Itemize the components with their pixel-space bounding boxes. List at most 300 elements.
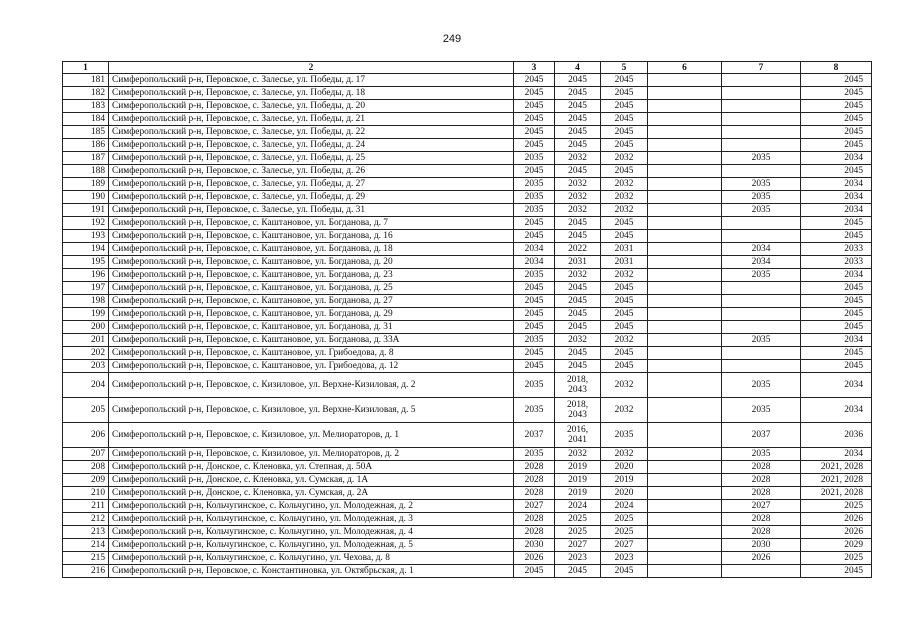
column-header: 2 <box>109 62 514 74</box>
column-header: 1 <box>63 62 109 74</box>
col7-cell: 2028 <box>722 513 801 526</box>
col3-cell: 2035 <box>514 398 555 423</box>
address-cell: Симферопольский р-н, Перовское, с. Каштановое, ул. Богданова, д. 33А <box>109 334 514 347</box>
col8-cell: 2036 <box>801 423 872 448</box>
col7-cell <box>722 113 801 126</box>
table-row <box>63 474 872 487</box>
row-number-cell: 201 <box>63 334 109 347</box>
col6-cell <box>648 152 722 165</box>
row-number-cell: 184 <box>63 113 109 126</box>
col6-cell <box>648 178 722 191</box>
col3-cell: 2045 <box>514 217 555 230</box>
col4-cell: 2018, 2043 <box>555 373 601 398</box>
col7-cell <box>722 87 801 100</box>
row-number-cell: 209 <box>63 474 109 487</box>
col4-cell: 2045 <box>555 74 601 87</box>
col8-cell: 2045 <box>801 565 872 578</box>
col7-cell: 2035 <box>722 334 801 347</box>
col4-cell: 2018, 2043 <box>555 398 601 423</box>
address-cell: Симферопольский р-н, Донское, с. Кленовка, ул. Степная, д. 50А <box>109 461 514 474</box>
col3-cell: 2035 <box>514 334 555 347</box>
row-number-cell: 206 <box>63 423 109 448</box>
col6-cell <box>648 269 722 282</box>
column-header: 8 <box>801 62 872 74</box>
col7-cell: 2035 <box>722 191 801 204</box>
col7-cell: 2035 <box>722 398 801 423</box>
row-number-cell: 194 <box>63 243 109 256</box>
table-row <box>63 269 872 282</box>
col6-cell <box>648 347 722 360</box>
col3-cell: 2028 <box>514 487 555 500</box>
table-row <box>63 398 872 423</box>
col4-cell: 2045 <box>555 165 601 178</box>
table-row <box>63 191 872 204</box>
col4-cell: 2045 <box>555 126 601 139</box>
table-row <box>63 423 872 448</box>
row-number-cell: 212 <box>63 513 109 526</box>
col3-cell: 2028 <box>514 513 555 526</box>
col7-cell: 2030 <box>722 539 801 552</box>
col7-cell: 2035 <box>722 178 801 191</box>
col6-cell <box>648 126 722 139</box>
address-cell: Симферопольский р-н, Перовское, с. Залесье, ул. Победы, д. 21 <box>109 113 514 126</box>
col7-cell <box>722 74 801 87</box>
col6-cell <box>648 87 722 100</box>
col8-cell: 2045 <box>801 126 872 139</box>
col6-cell <box>648 230 722 243</box>
address-cell: Симферопольский р-н, Перовское, с. Залесье, ул. Победы, д. 31 <box>109 204 514 217</box>
col4-cell: 2032 <box>555 448 601 461</box>
col5-cell: 2045 <box>601 321 648 334</box>
col5-cell: 2045 <box>601 360 648 373</box>
col3-cell: 2045 <box>514 347 555 360</box>
table-row <box>63 256 872 269</box>
col8-cell: 2026 <box>801 513 872 526</box>
col5-cell: 2045 <box>601 74 648 87</box>
col7-cell <box>722 126 801 139</box>
col3-cell: 2045 <box>514 565 555 578</box>
col5-cell: 2045 <box>601 308 648 321</box>
table-row <box>63 113 872 126</box>
col7-cell <box>722 295 801 308</box>
col7-cell: 2035 <box>722 204 801 217</box>
col5-cell: 2045 <box>601 565 648 578</box>
address-cell: Симферопольский р-н, Перовское, с. Залесье, ул. Победы, д. 24 <box>109 139 514 152</box>
col4-cell: 2045 <box>555 295 601 308</box>
col4-cell: 2045 <box>555 308 601 321</box>
col6-cell <box>648 139 722 152</box>
address-cell: Симферопольский р-н, Донское, с. Кленовка, ул. Сумская, д. 1А <box>109 474 514 487</box>
col4-cell: 2032 <box>555 191 601 204</box>
address-cell: Симферопольский р-н, Перовское, с. Кизиловое, ул. Мелиораторов, д. 1 <box>109 423 514 448</box>
row-number-cell: 187 <box>63 152 109 165</box>
col3-cell: 2045 <box>514 360 555 373</box>
table-row <box>63 217 872 230</box>
col6-cell <box>648 526 722 539</box>
col4-cell: 2022 <box>555 243 601 256</box>
col4-cell: 2031 <box>555 256 601 269</box>
col5-cell: 2032 <box>601 152 648 165</box>
table-row <box>63 308 872 321</box>
col5-cell: 2045 <box>601 295 648 308</box>
address-cell: Симферопольский р-н, Кольчугинское, с. Кольчугино, ул. Молодежная, д. 3 <box>109 513 514 526</box>
col5-cell: 2045 <box>601 230 648 243</box>
col8-cell: 2034 <box>801 398 872 423</box>
col3-cell: 2035 <box>514 191 555 204</box>
row-number-cell: 188 <box>63 165 109 178</box>
col6-cell <box>648 113 722 126</box>
col7-cell: 2028 <box>722 487 801 500</box>
col6-cell <box>648 191 722 204</box>
table-row <box>63 126 872 139</box>
row-number-cell: 215 <box>63 552 109 565</box>
table-row <box>63 487 872 500</box>
table-row <box>63 321 872 334</box>
row-number-cell: 199 <box>63 308 109 321</box>
col4-cell: 2045 <box>555 139 601 152</box>
col5-cell: 2031 <box>601 256 648 269</box>
col4-cell: 2032 <box>555 269 601 282</box>
address-cell: Симферопольский р-н, Перовское, с. Залесье, ул. Победы, д. 29 <box>109 191 514 204</box>
col6-cell <box>648 565 722 578</box>
col4-cell: 2025 <box>555 526 601 539</box>
col4-cell: 2032 <box>555 152 601 165</box>
col8-cell: 2034 <box>801 373 872 398</box>
table-row <box>63 347 872 360</box>
row-number-cell: 196 <box>63 269 109 282</box>
table-row <box>63 204 872 217</box>
col7-cell: 2035 <box>722 373 801 398</box>
table-row <box>63 282 872 295</box>
col8-cell: 2045 <box>801 139 872 152</box>
col8-cell: 2045 <box>801 100 872 113</box>
col4-cell: 2045 <box>555 360 601 373</box>
col8-cell: 2034 <box>801 152 872 165</box>
col4-cell: 2045 <box>555 347 601 360</box>
col5-cell: 2045 <box>601 282 648 295</box>
col6-cell <box>648 461 722 474</box>
col5-cell: 2019 <box>601 474 648 487</box>
address-cell: Симферопольский р-н, Перовское, с. Каштановое, ул. Богданова, д. 7 <box>109 217 514 230</box>
col3-cell: 2045 <box>514 230 555 243</box>
col5-cell: 2025 <box>601 513 648 526</box>
col3-cell: 2045 <box>514 113 555 126</box>
col8-cell: 2021, 2028 <box>801 487 872 500</box>
col6-cell <box>648 217 722 230</box>
col7-cell: 2028 <box>722 526 801 539</box>
col5-cell: 2023 <box>601 552 648 565</box>
row-number-cell: 190 <box>63 191 109 204</box>
col4-cell: 2024 <box>555 500 601 513</box>
address-cell: Симферопольский р-н, Перовское, с. Залесье, ул. Победы, д. 26 <box>109 165 514 178</box>
col7-cell: 2026 <box>722 552 801 565</box>
col7-cell <box>722 217 801 230</box>
col6-cell <box>648 487 722 500</box>
row-number-cell: 195 <box>63 256 109 269</box>
address-cell: Симферопольский р-н, Кольчугинское, с. Кольчугино, ул. Молодежная, д. 4 <box>109 526 514 539</box>
row-number-cell: 207 <box>63 448 109 461</box>
col7-cell: 2035 <box>722 152 801 165</box>
address-cell: Симферопольский р-н, Перовское, с. Константиновка, ул. Октябрьская, д. 1 <box>109 565 514 578</box>
table-body <box>63 74 872 578</box>
col3-cell: 2034 <box>514 243 555 256</box>
table-row <box>63 373 872 398</box>
table-row <box>63 500 872 513</box>
col3-cell: 2045 <box>514 165 555 178</box>
col4-cell: 2045 <box>555 282 601 295</box>
table-row <box>63 526 872 539</box>
col3-cell: 2045 <box>514 295 555 308</box>
col5-cell: 2031 <box>601 243 648 256</box>
col6-cell <box>648 513 722 526</box>
col4-cell: 2032 <box>555 178 601 191</box>
col6-cell <box>648 474 722 487</box>
row-number-cell: 192 <box>63 217 109 230</box>
column-header: 5 <box>601 62 648 74</box>
col5-cell: 2025 <box>601 526 648 539</box>
col5-cell: 2045 <box>601 217 648 230</box>
table-row <box>63 178 872 191</box>
col3-cell: 2045 <box>514 74 555 87</box>
table-row <box>63 360 872 373</box>
address-cell: Симферопольский р-н, Перовское, с. Залесье, ул. Победы, д. 20 <box>109 100 514 113</box>
col8-cell: 2033 <box>801 256 872 269</box>
col6-cell <box>648 423 722 448</box>
col7-cell <box>722 565 801 578</box>
col6-cell <box>648 448 722 461</box>
col8-cell: 2034 <box>801 334 872 347</box>
col6-cell <box>648 74 722 87</box>
table-row <box>63 152 872 165</box>
col3-cell: 2045 <box>514 308 555 321</box>
col3-cell: 2035 <box>514 178 555 191</box>
address-cell: Симферопольский р-н, Перовское, с. Каштановое, ул. Богданова, д. 31 <box>109 321 514 334</box>
row-number-cell: 214 <box>63 539 109 552</box>
address-cell: Симферопольский р-н, Донское, с. Кленовка, ул. Сумская, д. 2А <box>109 487 514 500</box>
col8-cell: 2045 <box>801 230 872 243</box>
page-number: 249 <box>442 33 462 45</box>
col8-cell: 2045 <box>801 295 872 308</box>
col6-cell <box>648 295 722 308</box>
address-cell: Симферопольский р-н, Перовское, с. Залесье, ул. Победы, д. 25 <box>109 152 514 165</box>
col5-cell: 2020 <box>601 487 648 500</box>
col5-cell: 2032 <box>601 334 648 347</box>
col4-cell: 2019 <box>555 487 601 500</box>
address-cell: Симферопольский р-н, Перовское, с. Каштановое, ул. Богданова, д. 27 <box>109 295 514 308</box>
column-header: 3 <box>514 62 555 74</box>
col6-cell <box>648 308 722 321</box>
col5-cell: 2045 <box>601 113 648 126</box>
address-cell: Симферопольский р-н, Кольчугинское, с. Кольчугино, ул. Молодежная, д. 2 <box>109 500 514 513</box>
col5-cell: 2032 <box>601 448 648 461</box>
table-row <box>63 295 872 308</box>
col5-cell: 2045 <box>601 126 648 139</box>
row-number-cell: 186 <box>63 139 109 152</box>
row-number-cell: 198 <box>63 295 109 308</box>
table-row <box>63 100 872 113</box>
column-header: 6 <box>648 62 722 74</box>
col5-cell: 2032 <box>601 373 648 398</box>
col4-cell: 2045 <box>555 321 601 334</box>
table-row <box>63 230 872 243</box>
col3-cell: 2045 <box>514 126 555 139</box>
col8-cell: 2045 <box>801 87 872 100</box>
col4-cell: 2023 <box>555 552 601 565</box>
table-row <box>63 513 872 526</box>
col6-cell <box>648 100 722 113</box>
col4-cell: 2045 <box>555 100 601 113</box>
col7-cell <box>722 282 801 295</box>
address-cell: Симферопольский р-н, Перовское, с. Кизиловое, ул. Верхне-Кизиловая, д. 2 <box>109 373 514 398</box>
col5-cell: 2024 <box>601 500 648 513</box>
col5-cell: 2035 <box>601 423 648 448</box>
col6-cell <box>648 204 722 217</box>
table-row <box>63 87 872 100</box>
col3-cell: 2035 <box>514 204 555 217</box>
col3-cell: 2045 <box>514 321 555 334</box>
col4-cell: 2045 <box>555 87 601 100</box>
col7-cell <box>722 321 801 334</box>
col7-cell <box>722 139 801 152</box>
col5-cell: 2020 <box>601 461 648 474</box>
col3-cell: 2027 <box>514 500 555 513</box>
row-number-cell: 204 <box>63 373 109 398</box>
col5-cell: 2032 <box>601 269 648 282</box>
table-row <box>63 552 872 565</box>
col4-cell: 2027 <box>555 539 601 552</box>
col4-cell: 2025 <box>555 513 601 526</box>
col3-cell: 2028 <box>514 461 555 474</box>
col5-cell: 2032 <box>601 398 648 423</box>
table-row <box>63 539 872 552</box>
address-cell: Симферопольский р-н, Перовское, с. Залесье, ул. Победы, д. 27 <box>109 178 514 191</box>
col5-cell: 2032 <box>601 191 648 204</box>
address-cell: Симферопольский р-н, Перовское, с. Каштановое, ул. Богданова, д. 29 <box>109 308 514 321</box>
col3-cell: 2034 <box>514 256 555 269</box>
col8-cell: 2025 <box>801 552 872 565</box>
col6-cell <box>648 373 722 398</box>
col3-cell: 2045 <box>514 139 555 152</box>
row-number-cell: 182 <box>63 87 109 100</box>
col6-cell <box>648 165 722 178</box>
col3-cell: 2035 <box>514 373 555 398</box>
col8-cell: 2026 <box>801 526 872 539</box>
col8-cell: 2045 <box>801 360 872 373</box>
col8-cell: 2029 <box>801 539 872 552</box>
col5-cell: 2027 <box>601 539 648 552</box>
address-cell: Симферопольский р-н, Перовское, с. Каштановое, ул. Богданова, д. 20 <box>109 256 514 269</box>
col8-cell: 2034 <box>801 191 872 204</box>
row-number-cell: 191 <box>63 204 109 217</box>
address-cell: Симферопольский р-н, Перовское, с. Каштановое, ул. Богданова, д. 25 <box>109 282 514 295</box>
col5-cell: 2045 <box>601 165 648 178</box>
row-number-cell: 216 <box>63 565 109 578</box>
address-cell: Симферопольский р-н, Перовское, с. Каштановое, ул. Богданова, д. 16 <box>109 230 514 243</box>
col8-cell: 2033 <box>801 243 872 256</box>
col7-cell: 2027 <box>722 500 801 513</box>
col3-cell: 2045 <box>514 87 555 100</box>
col8-cell: 2045 <box>801 282 872 295</box>
row-number-cell: 208 <box>63 461 109 474</box>
col6-cell <box>648 360 722 373</box>
address-cell: Симферопольский р-н, Перовское, с. Каштановое, ул. Грибоедова, д. 8 <box>109 347 514 360</box>
table-row <box>63 334 872 347</box>
address-cell: Симферопольский р-н, Кольчугинское, с. Кольчугино, ул. Чехова, д. 8 <box>109 552 514 565</box>
row-number-cell: 210 <box>63 487 109 500</box>
col8-cell: 2045 <box>801 113 872 126</box>
col8-cell: 2025 <box>801 500 872 513</box>
address-cell: Симферопольский р-н, Перовское, с. Каштановое, ул. Богданова, д. 18 <box>109 243 514 256</box>
col8-cell: 2034 <box>801 269 872 282</box>
col8-cell: 2045 <box>801 74 872 87</box>
col5-cell: 2045 <box>601 87 648 100</box>
col4-cell: 2032 <box>555 334 601 347</box>
table-row <box>63 243 872 256</box>
col6-cell <box>648 552 722 565</box>
table-header-row <box>63 62 872 74</box>
col4-cell: 2016, 2041 <box>555 423 601 448</box>
col7-cell: 2035 <box>722 448 801 461</box>
row-number-cell: 202 <box>63 347 109 360</box>
table-row <box>63 139 872 152</box>
col7-cell: 2037 <box>722 423 801 448</box>
column-header: 4 <box>555 62 601 74</box>
col3-cell: 2028 <box>514 474 555 487</box>
row-number-cell: 211 <box>63 500 109 513</box>
row-number-cell: 197 <box>63 282 109 295</box>
col8-cell: 2021, 2028 <box>801 474 872 487</box>
row-number-cell: 181 <box>63 74 109 87</box>
address-cell: Симферопольский р-н, Кольчугинское, с. Кольчугино, ул. Молодежная, д. 5 <box>109 539 514 552</box>
col5-cell: 2045 <box>601 347 648 360</box>
table-row <box>63 565 872 578</box>
col5-cell: 2045 <box>601 100 648 113</box>
col7-cell: 2034 <box>722 243 801 256</box>
col7-cell <box>722 100 801 113</box>
address-cell: Симферопольский р-н, Перовское, с. Каштановое, ул. Богданова, д. 23 <box>109 269 514 282</box>
col3-cell: 2045 <box>514 282 555 295</box>
col7-cell <box>722 165 801 178</box>
col3-cell: 2030 <box>514 539 555 552</box>
col8-cell: 2034 <box>801 448 872 461</box>
col8-cell: 2021, 2028 <box>801 461 872 474</box>
table-row <box>63 461 872 474</box>
address-cell: Симферопольский р-н, Перовское, с. Залесье, ул. Победы, д. 22 <box>109 126 514 139</box>
col8-cell: 2045 <box>801 321 872 334</box>
address-cell: Симферопольский р-н, Перовское, с. Залесье, ул. Победы, д. 18 <box>109 87 514 100</box>
col7-cell <box>722 308 801 321</box>
row-number-cell: 203 <box>63 360 109 373</box>
col6-cell <box>648 256 722 269</box>
col7-cell: 2035 <box>722 269 801 282</box>
col4-cell: 2045 <box>555 565 601 578</box>
col8-cell: 2045 <box>801 308 872 321</box>
col4-cell: 2045 <box>555 217 601 230</box>
col3-cell: 2035 <box>514 448 555 461</box>
col6-cell <box>648 500 722 513</box>
col5-cell: 2045 <box>601 139 648 152</box>
row-number-cell: 189 <box>63 178 109 191</box>
col8-cell: 2034 <box>801 178 872 191</box>
address-cell: Симферопольский р-н, Перовское, с. Залесье, ул. Победы, д. 17 <box>109 74 514 87</box>
table-row <box>63 448 872 461</box>
col5-cell: 2032 <box>601 204 648 217</box>
col6-cell <box>648 334 722 347</box>
col7-cell: 2028 <box>722 461 801 474</box>
col7-cell <box>722 230 801 243</box>
table-row <box>63 74 872 87</box>
col7-cell <box>722 347 801 360</box>
